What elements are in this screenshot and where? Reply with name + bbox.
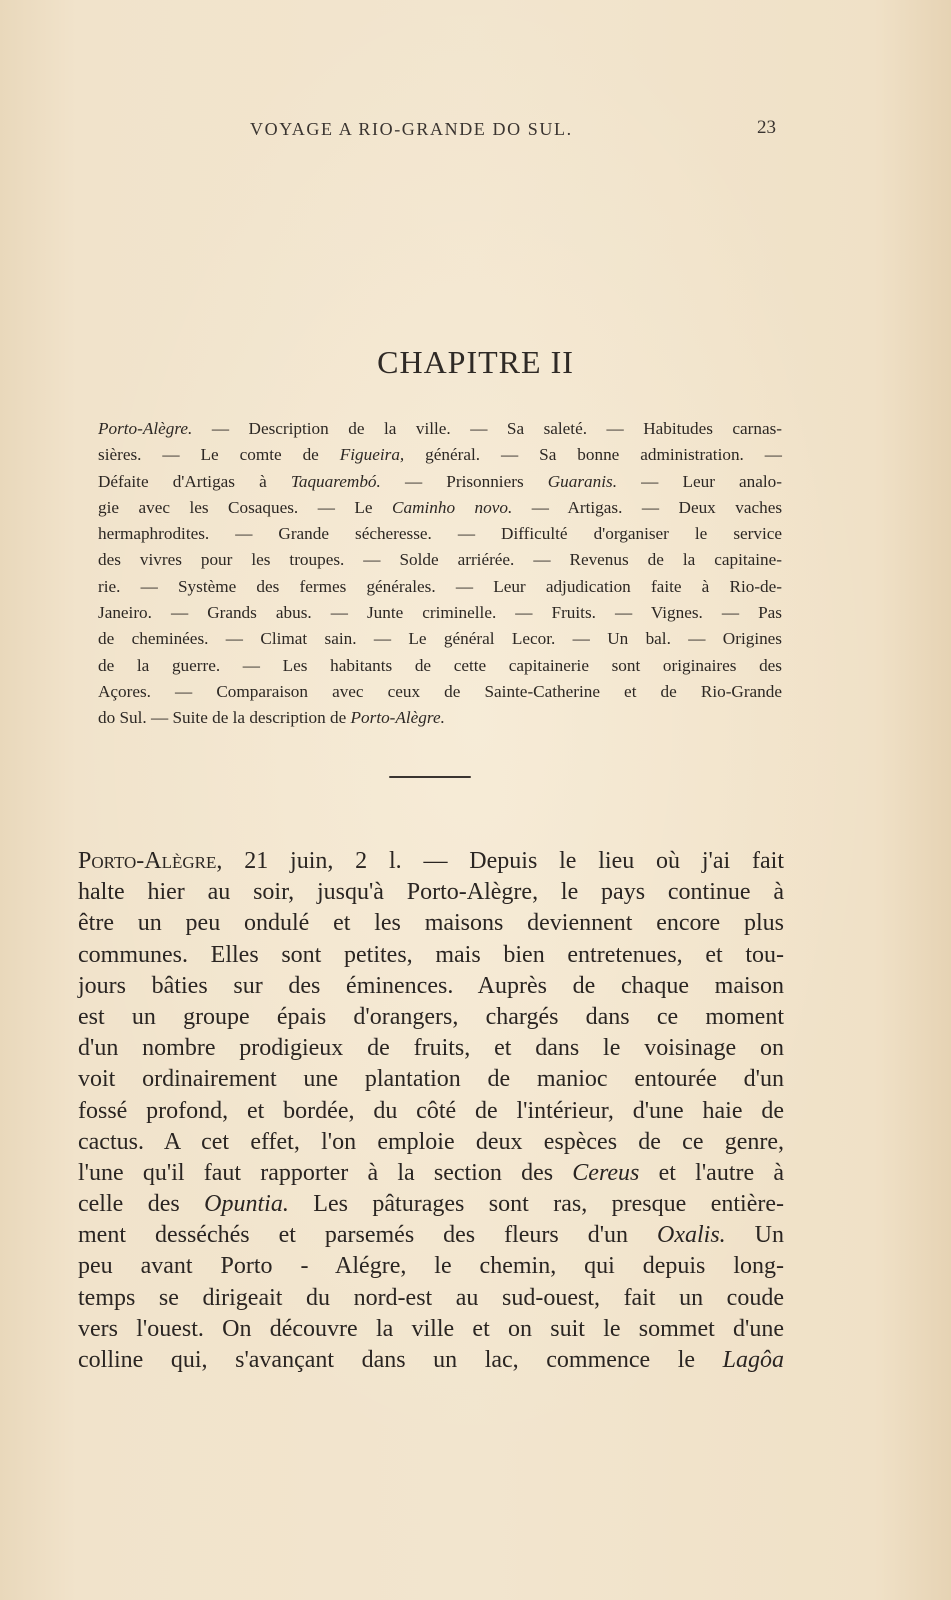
- body-line: fossé profond, et bordée, du côté de l'intérieur, d'une haie de: [78, 1097, 784, 1124]
- summary-line: de la guerre. — Les habitants de cette capitainerie sont originaires des: [98, 655, 782, 675]
- body-line: colline qui, s'avançant dans un lac, commence le Lagôa: [78, 1347, 784, 1373]
- body-line: jours bâties sur des éminences. Auprès de chaque maison: [78, 972, 784, 999]
- place-name: Porto-Alègre,: [78, 848, 223, 874]
- body-line: peu avant Porto - Alégre, le chemin, qui depuis long-: [78, 1253, 784, 1280]
- body-line: Porto-Alègre, 21 juin, 2 l. — Depuis le lieu où j'ai fait: [78, 848, 784, 874]
- page-number: 23: [757, 117, 776, 138]
- body-line: halte hier au soir, jusqu'à Porto-Alègre, le pays continue à: [78, 879, 784, 906]
- summary-line: rie. — Système des fermes générales. — Leur adjudication faite à Rio-de-: [98, 576, 782, 596]
- section-divider: [389, 776, 471, 778]
- body-line: vers l'ouest. On découvre la ville et on suit le sommet d'une: [78, 1315, 784, 1342]
- running-title: VOYAGE A RIO-GRANDE DO SUL.: [250, 119, 573, 139]
- body-paragraph: [78, 846, 784, 1376]
- summary-line: Défaite d'Artigas à Taquarembó. — Prisonniers Guaranis. — Leur analo-: [98, 471, 782, 491]
- summary-line: do Sul. — Suite de la description de Porto-Alègre.: [98, 708, 445, 728]
- body-line: être un peu ondulé et les maisons deviennent encore plus: [78, 910, 784, 937]
- chapter-summary: [98, 416, 782, 732]
- body-line: cactus. A cet effet, l'on emploie deux espèces de ce genre,: [78, 1128, 784, 1155]
- body-line: l'une qu'il faut rapporter à la section des Cereus et l'autre à: [78, 1159, 785, 1186]
- summary-line: Porto-Alègre. — Description de la ville. — Sa saleté. — Habitudes carnas-: [98, 419, 782, 438]
- chapter-title: CHAPITRE II: [377, 344, 574, 380]
- summary-line: des vivres pour les troupes. — Solde arriérée. — Revenus de la capitaine-: [98, 550, 782, 570]
- body-line: communes. Elles sont petites, mais bien entretenues, et tou-: [78, 941, 784, 968]
- body-line: voit ordinairement une plantation de manioc entourée d'un: [78, 1066, 784, 1093]
- summary-line: de cheminées. — Climat sain. — Le général Lecor. — Un bal. — Origines: [98, 629, 782, 649]
- summary-line: Janeiro. — Grands abus. — Junte criminelle. — Fruits. — Vignes. — Pas: [98, 603, 782, 623]
- body-line: est un groupe épais d'orangers, chargés dans ce moment: [78, 1003, 784, 1030]
- body-line: ment desséchés et parsemés des fleurs d'un Oxalis. Un: [78, 1222, 784, 1249]
- summary-line: sières. — Le comte de Figueira, général. — Sa bonne administration. —: [98, 445, 782, 465]
- body-line: temps se dirigeait du nord-est au sud-ouest, fait un coude: [78, 1284, 784, 1311]
- body-line: celle des Opuntia. Les pâturages sont ras, presque entière-: [78, 1191, 784, 1218]
- summary-line: Açores. — Comparaison avec ceux de Sainte-Catherine et de Rio-Grande: [98, 681, 782, 701]
- body-line: d'un nombre prodigieux de fruits, et dans le voisinage on: [78, 1035, 784, 1062]
- summary-line: gie avec les Cosaques. — Le Caminho novo. — Artigas. — Deux vaches: [98, 497, 783, 517]
- summary-line: hermaphrodites. — Grande sécheresse. — Difficulté d'organiser le service: [98, 524, 782, 544]
